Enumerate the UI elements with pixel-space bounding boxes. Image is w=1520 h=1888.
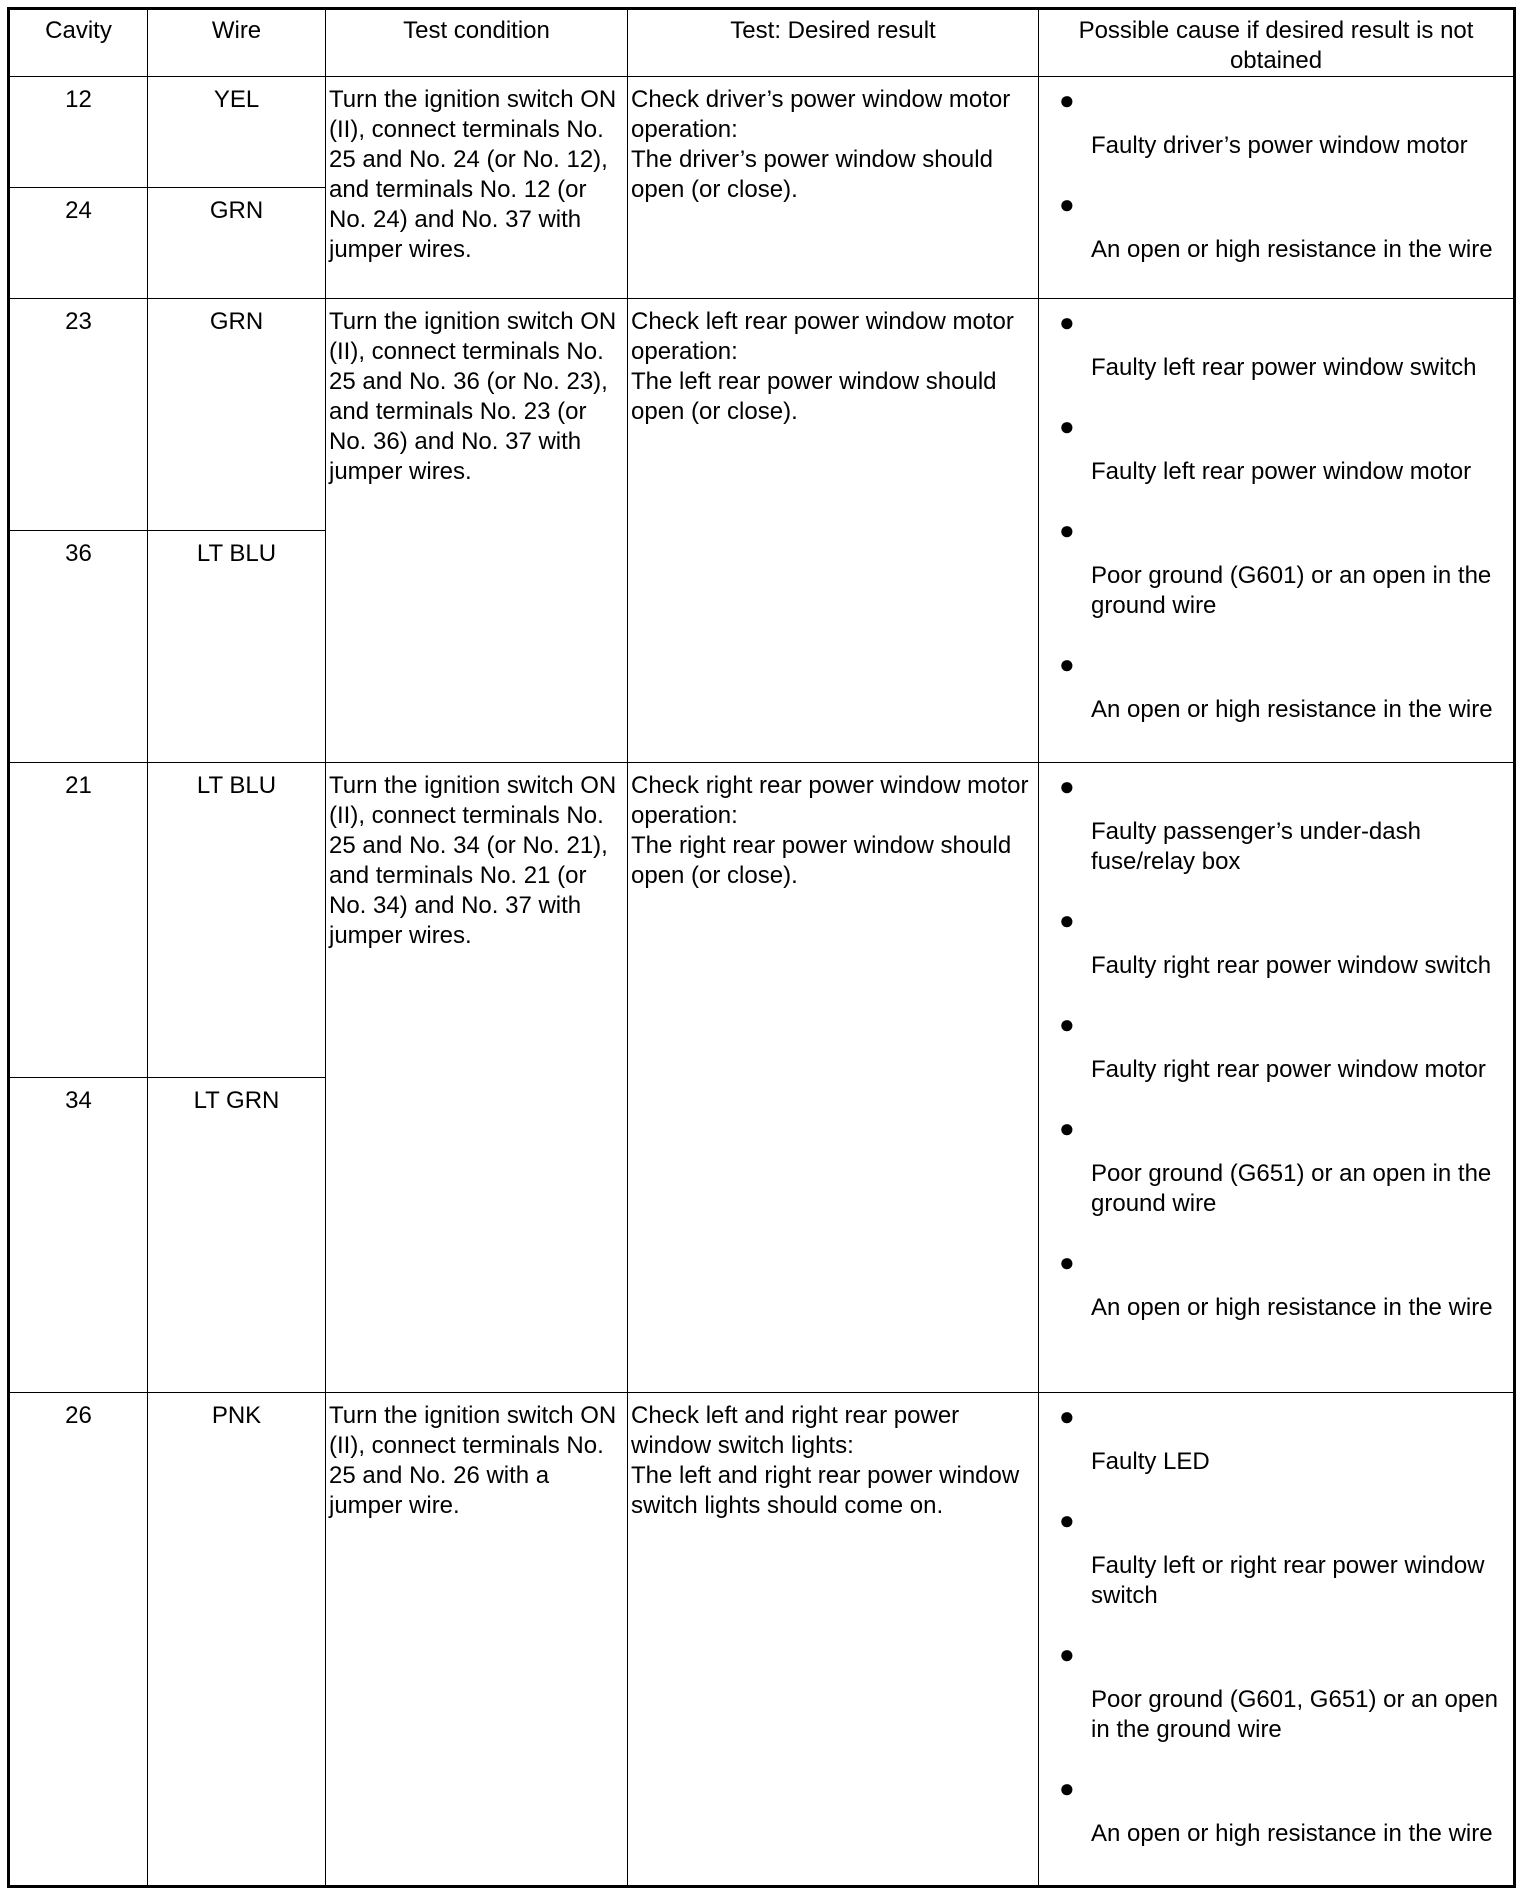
- test-condition-cell: Turn the ignition switch ON (II), connect terminals No. 25 and No. 36 (or No. 23), and terminals No. 23 (or No. 36) and No. 37 with jumper wires.: [326, 299, 628, 763]
- result-step: Check left and right rear power window switch lights:: [631, 1402, 960, 1459]
- diagnosis-table: [7, 7, 1516, 1888]
- header-test-condition: Test condition: [326, 9, 628, 77]
- cause-text: Faulty right rear power window motor: [1091, 1056, 1486, 1083]
- table-row: [9, 763, 1515, 1078]
- bullet-icon: ●: [1059, 1401, 1075, 1431]
- possible-cause-cell: [1039, 299, 1515, 763]
- wire-cell: LT BLU: [148, 763, 326, 1078]
- possible-cause-cell: [1039, 1393, 1515, 1887]
- cause-text: An open or high resistance in the wire: [1091, 696, 1493, 723]
- bullet-icon: ●: [1059, 905, 1075, 935]
- cause-text: Faulty driver’s power window motor: [1091, 132, 1468, 159]
- cause-item: [1059, 1505, 1507, 1611]
- cause-item: [1059, 1773, 1507, 1849]
- test-condition-cell: Turn the ignition switch ON (II), connect terminals No. 25 and No. 34 (or No. 21), and terminals No. 21 (or No. 34) and No. 37 with jumper wires.: [326, 763, 628, 1393]
- test-condition-cell: Turn the ignition switch ON (II), connect terminals No. 25 and No. 24 (or No. 12), and terminals No. 12 (or No. 24) and No. 37 with jumper wires.: [326, 77, 628, 299]
- table-row: [9, 299, 1515, 531]
- cause-text: Faulty passenger’s under-dash fuse/relay box: [1091, 818, 1421, 875]
- wire-cell: PNK: [148, 1393, 326, 1887]
- result-expectation: The right rear power window should open (or close).: [631, 832, 1012, 889]
- wire-cell: LT BLU: [148, 531, 326, 763]
- cause-text: Poor ground (G601) or an open in the ground wire: [1091, 562, 1492, 619]
- cause-item: [1059, 1401, 1507, 1477]
- cause-item: [1059, 905, 1507, 981]
- desired-result-cell: [628, 763, 1039, 1393]
- header-desired-result: Test: Desired result: [628, 9, 1039, 77]
- cavity-cell: 34: [9, 1078, 148, 1393]
- result-step: Check left rear power window motor operation:: [631, 308, 1014, 365]
- cause-text: Poor ground (G601, G651) or an open in the ground wire: [1091, 1686, 1498, 1743]
- cause-text: Poor ground (G651) or an open in the ground wire: [1091, 1160, 1492, 1217]
- bullet-icon: ●: [1059, 411, 1075, 441]
- cause-item: [1059, 1009, 1507, 1085]
- cause-item: [1059, 85, 1507, 161]
- cause-item: [1059, 189, 1507, 265]
- cavity-cell: 23: [9, 299, 148, 531]
- cause-item: [1059, 771, 1507, 877]
- cause-item: [1059, 307, 1507, 383]
- cavity-cell: 24: [9, 188, 148, 299]
- bullet-icon: ●: [1059, 85, 1075, 115]
- cause-item: [1059, 1639, 1507, 1745]
- header-wire: Wire: [148, 9, 326, 77]
- cavity-cell: 21: [9, 763, 148, 1078]
- cause-text: An open or high resistance in the wire: [1091, 1294, 1493, 1321]
- cause-item: [1059, 411, 1507, 487]
- bullet-icon: ●: [1059, 515, 1075, 545]
- bullet-icon: ●: [1059, 1639, 1075, 1669]
- bullet-icon: ●: [1059, 1505, 1075, 1535]
- table-row: [9, 77, 1515, 188]
- header-cavity: Cavity: [9, 9, 148, 77]
- wire-cell: GRN: [148, 299, 326, 531]
- bullet-icon: ●: [1059, 771, 1075, 801]
- cause-text: Faulty left rear power window motor: [1091, 458, 1472, 485]
- result-step: Check driver’s power window motor operation:: [631, 86, 1011, 143]
- cause-item: [1059, 649, 1507, 725]
- cavity-cell: 26: [9, 1393, 148, 1887]
- cause-text: Faulty LED: [1091, 1448, 1210, 1475]
- possible-cause-cell: [1039, 77, 1515, 299]
- result-expectation: The driver’s power window should open (or close).: [631, 146, 993, 203]
- desired-result-cell: [628, 299, 1039, 763]
- cause-text: An open or high resistance in the wire: [1091, 236, 1493, 263]
- cause-text: An open or high resistance in the wire: [1091, 1820, 1493, 1847]
- bullet-icon: ●: [1059, 1113, 1075, 1143]
- bullet-icon: ●: [1059, 1247, 1075, 1277]
- cavity-cell: 12: [9, 77, 148, 188]
- bullet-icon: ●: [1059, 649, 1075, 679]
- test-condition-cell: Turn the ignition switch ON (II), connect terminals No. 25 and No. 26 with a jumper wire.: [326, 1393, 628, 1887]
- possible-cause-cell: [1039, 763, 1515, 1393]
- result-expectation: The left and right rear power window switch lights should come on.: [631, 1462, 1020, 1519]
- result-expectation: The left rear power window should open (or close).: [631, 368, 997, 425]
- header-possible-cause: Possible cause if desired result is not obtained: [1039, 9, 1515, 77]
- cause-text: Faulty right rear power window switch: [1091, 952, 1492, 979]
- desired-result-cell: [628, 77, 1039, 299]
- table-row: [9, 1393, 1515, 1887]
- bullet-icon: ●: [1059, 1773, 1075, 1803]
- cavity-cell: 36: [9, 531, 148, 763]
- cause-text: Faulty left or right rear power window switch: [1091, 1552, 1485, 1609]
- cause-text: Faulty left rear power window switch: [1091, 354, 1477, 381]
- cause-item: [1059, 1247, 1507, 1323]
- bullet-icon: ●: [1059, 307, 1075, 337]
- wire-cell: LT GRN: [148, 1078, 326, 1393]
- wire-cell: YEL: [148, 77, 326, 188]
- cause-item: [1059, 1113, 1507, 1219]
- wire-cell: GRN: [148, 188, 326, 299]
- bullet-icon: ●: [1059, 1009, 1075, 1039]
- bullet-icon: ●: [1059, 189, 1075, 219]
- desired-result-cell: [628, 1393, 1039, 1887]
- cause-item: [1059, 515, 1507, 621]
- result-step: Check right rear power window motor operation:: [631, 772, 1029, 829]
